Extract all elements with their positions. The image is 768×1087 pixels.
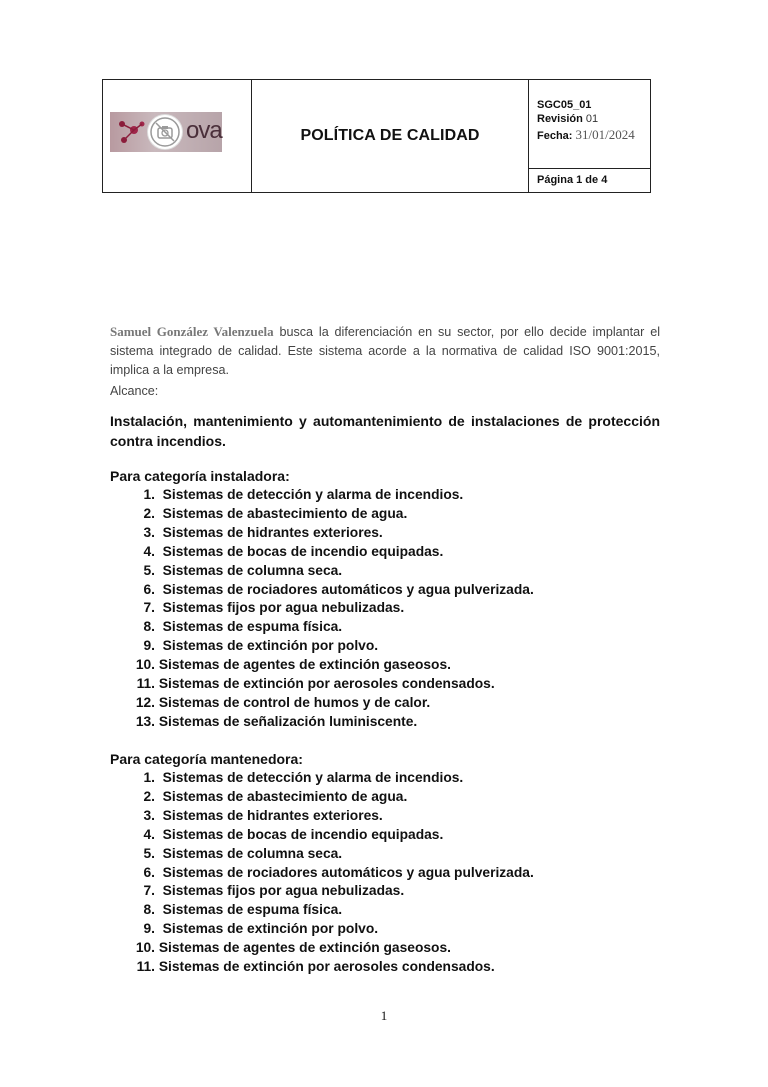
list-item: 5. Sistemas de columna seca. [143, 562, 343, 578]
molecule-icon [114, 116, 148, 148]
list-mantenedora [128, 769, 534, 977]
date-value: 31/01/2024 [575, 127, 635, 142]
list-item: 6. Sistemas de rociadores automáticos y agua pulverizada. [143, 864, 534, 880]
meta-upper [529, 80, 650, 169]
scope-statement: Instalación, mantenimiento y automantenimiento de instalaciones de protección contra incendios. [110, 413, 660, 449]
date-label: Fecha: [537, 130, 573, 142]
list-item: 4. Sistemas de bocas de incendio equipadas. [143, 543, 444, 559]
section-heading-mantenedora: Para categoría mantenedora: [110, 751, 303, 767]
list-item: 11. Sistemas de extinción por aerosoles condensados. [136, 959, 495, 975]
list-item: 7. Sistemas fijos por agua nebulizadas. [143, 883, 405, 899]
list-item: 8. Sistemas de espuma física. [143, 902, 343, 918]
list-item: 7. Sistemas fijos por agua nebulizadas. [143, 600, 405, 616]
intro-paragraph [110, 322, 660, 380]
list-item: 3. Sistemas de hidrantes exteriores. [143, 524, 383, 540]
list-item: 9. Sistemas de extinción por polvo. [143, 638, 379, 654]
list-item: 9. Sistemas de extinción por polvo. [143, 921, 379, 937]
list-item: 8. Sistemas de espuma física. [143, 619, 343, 635]
title-cell [252, 80, 529, 192]
page-indicator: Página 1 de 4 [537, 174, 608, 186]
document-code: SGC05_01 [537, 99, 592, 111]
list-item: 12. Sistemas de control de humos y de calor. [135, 694, 431, 710]
revision-value: 01 [585, 113, 599, 125]
logo-cell [103, 80, 252, 192]
meta-cell [529, 80, 650, 192]
logo-text: ova [186, 117, 222, 144]
section-heading-instaladora: Para categoría instaladora: [110, 468, 290, 484]
list-instaladora [128, 486, 534, 732]
alcance-label: Alcance: [110, 384, 159, 398]
list-item: 1. Sistemas de detección y alarma de incendios. [143, 770, 464, 785]
list-item: 2. Sistemas de abastecimiento de agua. [143, 505, 408, 521]
revision-label: Revisión [537, 113, 583, 125]
list-item: 4. Sistemas de bocas de incendio equipadas. [143, 826, 444, 842]
document-title: POLÍTICA DE CALIDAD [300, 127, 480, 144]
list-item: 13. Sistemas de señalización luminiscente. [135, 713, 418, 729]
company-owner-name: Samuel González Valenzuela [110, 324, 274, 339]
document-header-table [102, 79, 651, 193]
image-unavailable-icon [148, 115, 182, 149]
list-item: 5. Sistemas de columna seca. [143, 845, 343, 861]
company-logo [110, 112, 222, 152]
list-item: 10. Sistemas de agentes de extinción gaseosos. [135, 657, 451, 673]
list-item: 2. Sistemas de abastecimiento de agua. [143, 788, 408, 804]
intro-text: busca la diferenciación en su sector, por ello decide implantar el sistema integrado de calidad. Este sistema acorde a la normativa de calidad ISO 9001:2015, implica a la empresa. [110, 325, 660, 377]
footer-page-number: 1 [380, 1008, 388, 1023]
list-item: 11. Sistemas de extinción por aerosoles condensados. [136, 676, 495, 692]
list-item: 10. Sistemas de agentes de extinción gaseosos. [135, 940, 451, 956]
list-item: 3. Sistemas de hidrantes exteriores. [143, 807, 383, 823]
list-item: 6. Sistemas de rociadores automáticos y agua pulverizada. [143, 581, 534, 597]
list-item: 1. Sistemas de detección y alarma de incendios. [143, 487, 464, 502]
